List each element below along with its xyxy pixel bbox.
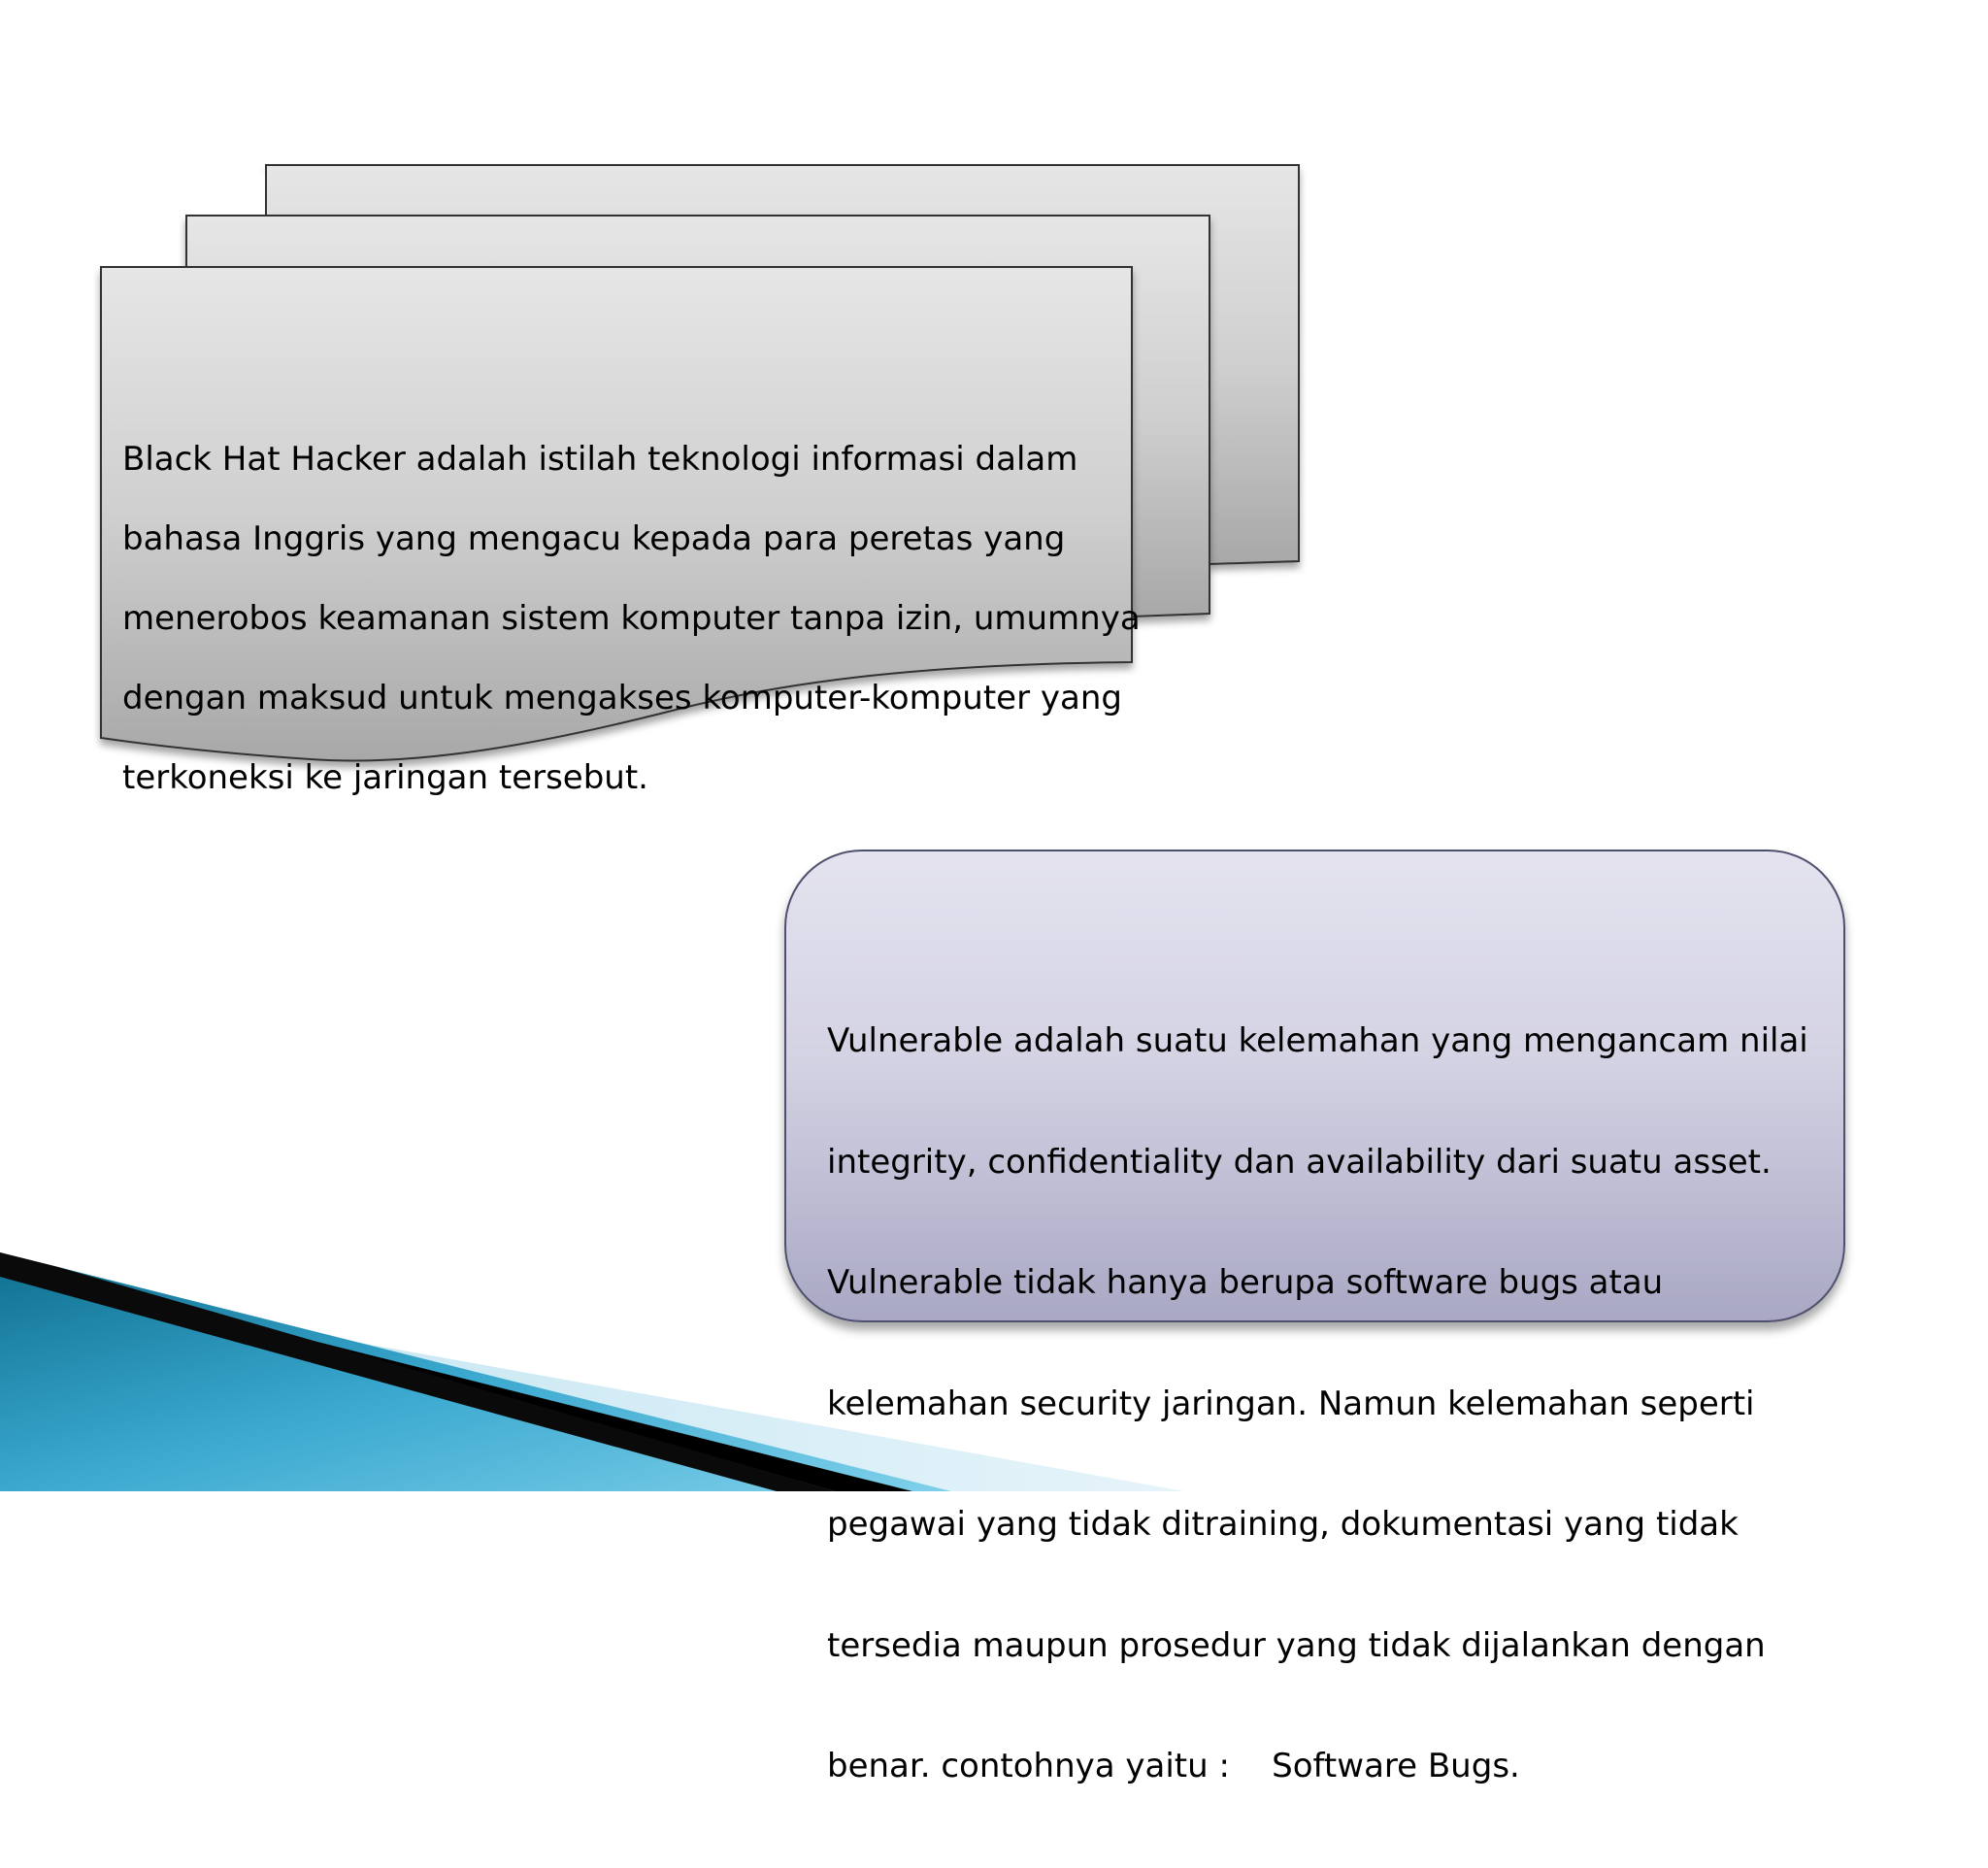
vulnerable-text bbox=[827, 941, 1817, 1868]
vuln-text-line: benar. contohnya yaitu : Software Bugs. bbox=[827, 1747, 1520, 1785]
vuln-text-line: tersedia maupun prosedur yang tidak dijalankan dengan bbox=[827, 1625, 1766, 1665]
doc-text-line: terkoneksi ke jaringan tersebut. bbox=[122, 758, 648, 797]
doc-text-line: bahasa Inggris yang mengacu kepada para peretas yang bbox=[122, 519, 1066, 558]
black-hat-hacker-text bbox=[122, 400, 1142, 838]
vuln-text-line: pegawai yang tidak ditraining, dokumentasi yang tidak bbox=[827, 1505, 1739, 1544]
doc-text-line: menerobos keamanan sistem komputer tanpa izin, umumnya bbox=[122, 599, 1141, 638]
vuln-text-line: Vulnerable tidak hanya berupa software bugs atau bbox=[827, 1263, 1664, 1302]
doc-text-line: Black Hat Hacker adalah istilah teknologi informasi dalam bbox=[122, 440, 1078, 479]
doc-text-line: dengan maksud untuk mengakses komputer-komputer yang bbox=[122, 679, 1122, 717]
vuln-text-line: kelemahan security jaringan. Namun kelemahan seperti bbox=[827, 1384, 1755, 1423]
vuln-text-line: integrity, confidentiality dan availability dari suatu asset. bbox=[827, 1142, 1772, 1182]
vulnerable-card bbox=[784, 850, 1845, 1785]
vuln-text-line: Vulnerable adalah suatu kelemahan yang mengancam nilai bbox=[827, 1021, 1808, 1060]
